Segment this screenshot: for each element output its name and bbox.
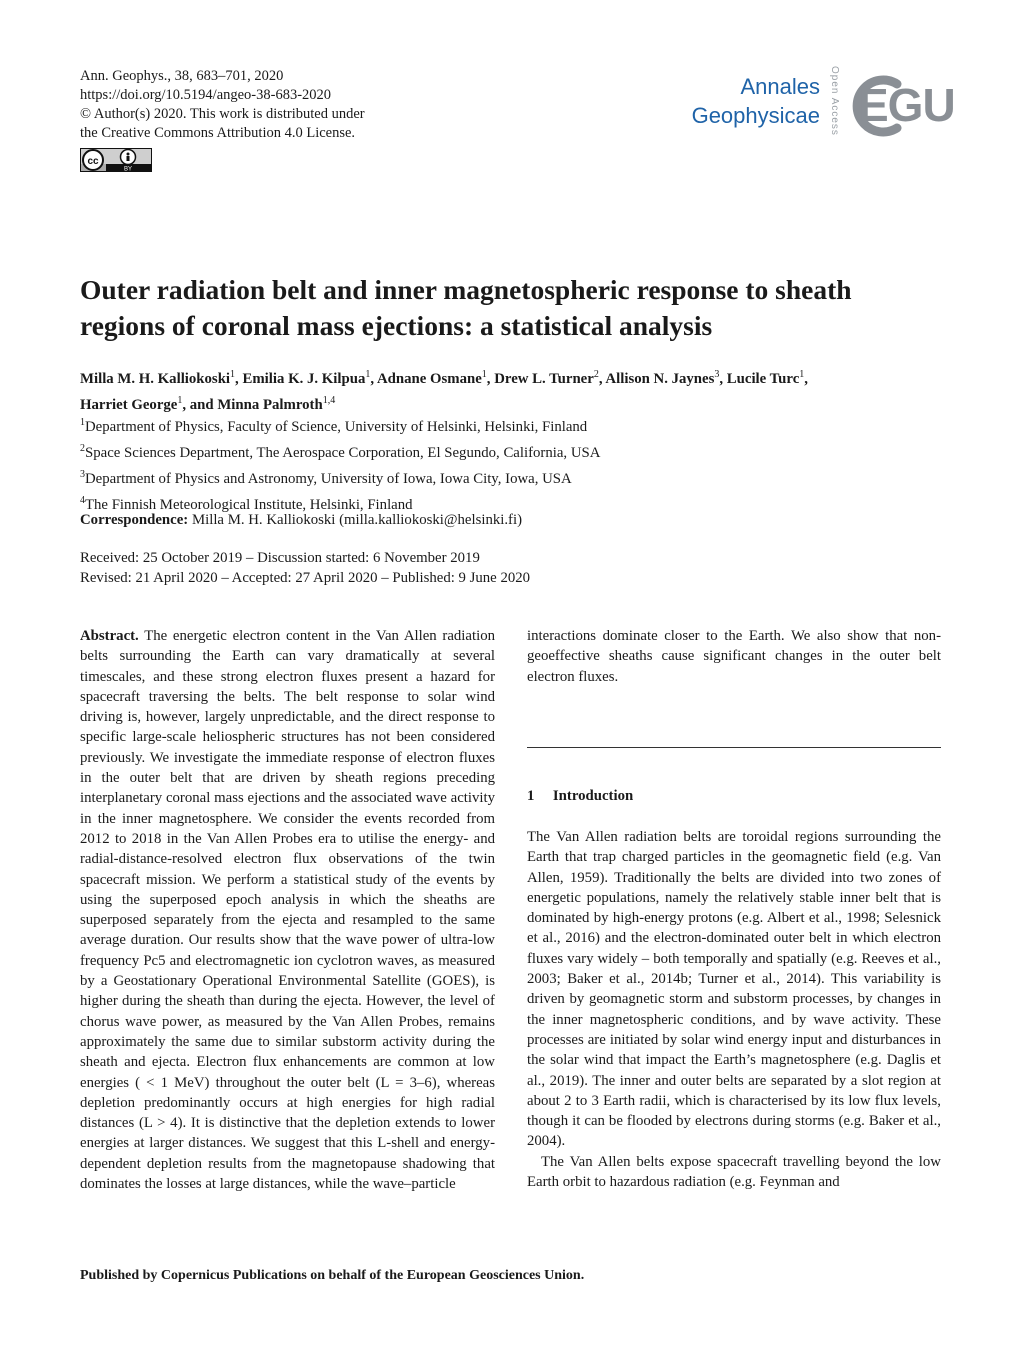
- author-list: Milla M. H. Kalliokoski$^1$, Emilia K. J. Kilpua$^1$, Adnane Osmane$^1$, Drew L. Turner$^2$, Allison N. Jaynes$^3$, Lucile Turc$^1$, Harriet George$^1$, and Minna Palmroth$^{1,4}$: [80, 369, 808, 413]
- section-title: Introduction: [552, 788, 634, 804]
- correspondence-label: Correspondence:: [80, 512, 189, 528]
- abstract-label: Abstract.: [80, 628, 139, 644]
- author-affiliation-mark: 2: [593, 369, 599, 380]
- egu-logo-text: EGU: [858, 79, 955, 131]
- author-affiliation-mark: 1: [177, 394, 183, 406]
- affiliation-item: $^2$Space Sciences Department, The Aerospace Corporation, El Segundo, California, USA: [80, 442, 601, 461]
- doi-link[interactable]: https://doi.org/10.5194/angeo-38-683-2020: [80, 87, 332, 103]
- author-affiliation-mark: 3: [714, 369, 720, 380]
- author-name: Milla M. H. Kalliokoski: [80, 370, 231, 387]
- title-line-2: regions of coronal mass ejections: a statistical analysis: [80, 310, 713, 341]
- affiliation-item: $^3$Department of Physics and Astronomy, University of Iowa, Iowa City, Iowa, USA: [80, 468, 572, 487]
- author-name: Lucile Turc: [726, 370, 800, 387]
- open-access-label: Open Access: [829, 66, 840, 136]
- citation: Ann. Geophys., 38, 683–701, 2020: [80, 68, 284, 84]
- abstract-separator: [527, 747, 941, 748]
- author-name: Adnane Osmane: [376, 370, 482, 387]
- abstract-text: The energetic electron content in the Van Allen radiation belts surrounding the Earth can vary dramatically at several timescales, and these strong electron fluxes present a hazard for spacecraft traversing the belts. The belt response to solar wind driving is, however, largely unpredictable, and the direct response to specific large-scale heliospheric structures has not been considered previously. We investigate the immediate response of electron fluxes in the outer belt that are driven by sheath regions preceding interplanetary coronal mass ejections and the associated wave activity in the inner magnetosphere. We consider the events recorded from 2012 to 2018 in the Van Allen Probes era to utilise the energy- and radial-distance-resolved electron flux observations of the twin spacecraft mission. We perform a statistical study of the events by using the superposed epoch analysis in which the sheaths are superposed separately from the ejecta and resampled to the same average duration. Our results show that the wave power of ultra-low frequency Pc5 and electromagnetic ion cyclotron waves, as measured by a Geostationary Operational Environmental Satellite (GOES), is higher during the sheath than during the ejecta. However, the level of chorus wave power, as measured by the Van Allen Probes, remains approximately the same due to similar substorm activity during the sheath and ejecta. Electron flux enhancements are common at low energies ( < 1 MeV) throughout the outer belt (L = 3–6), whereas depletion predominantly occurs at high energies for high radial distances (L > 4). It is distinctive that the depletion extends to lower energies at larger distances. We suggest that this L-shell and energy-dependent depletion results from the magnetopause shadowing that dominates the losses at large distances, while the wave–particle: [80, 628, 496, 1193]
- author-name: Minna Palmroth: [217, 396, 323, 413]
- cc-by-license-badge[interactable]: [80, 148, 152, 172]
- affiliation-item: $^4$The Finnish Meteorological Institute, Helsinki, Finland: [80, 494, 413, 513]
- publisher-footer: Published by Copernicus Publications on behalf of the European Geosciences Union.: [80, 1268, 585, 1283]
- svg-text:cc: cc: [87, 156, 99, 167]
- affiliation-list: [80, 412, 600, 516]
- author-affiliation-mark: 1: [481, 369, 487, 380]
- author-name: Emilia K. J. Kilpua: [242, 370, 366, 387]
- correspondence-email[interactable]: Milla M. H. Kalliokoski (milla.kalliokoski@helsinki.fi): [191, 512, 523, 528]
- title-line-1: Outer radiation belt and inner magnetospheric response to sheath: [80, 274, 852, 305]
- author-affiliation-mark: 1: [230, 369, 236, 380]
- introduction-body: [527, 827, 941, 1192]
- intro-paragraph-1: The Van Allen radiation belts are toroidal regions surrounding the Earth that trap charged particles in the geomagnetic field (e.g. Van Allen, 1959). Traditionally the belts are divided into two zones of energetic populations, namely the relatively stable inner belt that is dominated by high-energy protons (e.g. Albert et al., 1998; Selesnick et al., 2016) and the electron-dominated outer belt in which electron fluxes vary widely – both temporally and spatially (e.g. Reeves et al., 2003; Baker et al., 2014b; Turner et al., 2014). This variability is driven by geomagnetic storm and substorm processes, by changes in the inner magnetospheric conditions, and by wave activity. These processes are initiated by solar wind energy input and disturbances in the solar wind that impact the Earth’s magnetosphere (e.g. Daglis et al., 2019). The inner and outer belts are separated by a slot region at about 2 to 3 Earth radii, which is characterised by its low flux levels, though it can be flooded by electrons during storms (e.g. Baker et al., 2004).: [527, 829, 941, 1150]
- journal-name-line1: Annales: [740, 74, 820, 99]
- license-line: the Creative Commons Attribution 4.0 License.: [80, 125, 356, 141]
- copyright-line: © Author(s) 2020. This work is distributed under: [80, 106, 365, 122]
- correspondence: [80, 510, 522, 530]
- section-number: 1: [527, 788, 535, 804]
- dates-line-2: Revised: 21 April 2020 – Accepted: 27 April 2020 – Published: 9 June 2020: [80, 570, 531, 586]
- abstract-continuation: [80, 826, 495, 1226]
- affiliation-item: $^1$Department of Physics, Faculty of Science, University of Helsinki, Helsinki, Finland: [80, 417, 588, 435]
- author-affiliation-mark: 1,4: [322, 394, 336, 406]
- author-affiliation-mark: 1: [799, 369, 805, 380]
- dates-line-1: Received: 25 October 2019 – Discussion started: 6 November 2019: [80, 550, 480, 566]
- author-name: Drew L. Turner: [494, 370, 594, 387]
- intro-paragraph-2: The Van Allen belts expose spacecraft travelling beyond the low Earth orbit to hazardous radiation (e.g. Feynman and: [527, 1153, 941, 1191]
- cc-badge-text: BY: [123, 166, 133, 172]
- author-name: Harriet George: [80, 396, 178, 413]
- author-affiliation-mark: 1: [365, 369, 371, 380]
- journal-name-line2: Geophysicae: [691, 103, 820, 128]
- article-title: [80, 272, 960, 344]
- author-name: Allison N. Jaynes: [605, 370, 715, 387]
- abstract-text-continued: interactions dominate closer to the Earth. We also show that non-geoeffective sheaths cause significant changes in the outer belt electron fluxes.: [527, 628, 941, 685]
- section-heading-introduction: [527, 788, 633, 805]
